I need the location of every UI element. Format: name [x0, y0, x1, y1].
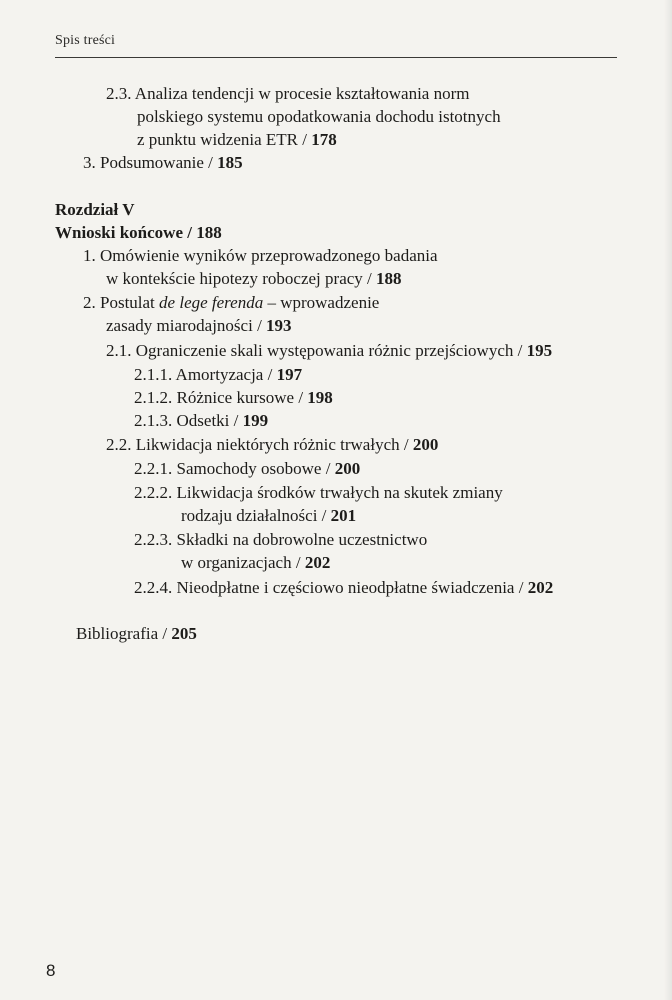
toc-entry-text: – wprowadzenie — [263, 293, 380, 312]
toc-page-number: 202 — [527, 578, 554, 597]
toc-entry-2-1-2 — [134, 387, 333, 409]
toc-entry-text: 2.2.1. Samochody osobowe — [134, 459, 322, 478]
toc-entry-text: 2.1. Ograniczenie skali występowania różnic przejściowych — [106, 341, 514, 360]
toc-separator: / — [298, 130, 312, 149]
toc-separator: / — [294, 388, 308, 407]
toc-entry-text: 2.3. Analiza tendencji w procesie kształtowania norm — [106, 84, 470, 103]
toc-entry-text: 2.2.4. Nieodpłatne i częściowo nieodpłatne świadczenia — [134, 578, 515, 597]
toc-page-number: 201 — [330, 506, 357, 525]
toc-page-number: 198 — [307, 388, 333, 407]
toc-entry-text: zasady miarodajności — [106, 316, 253, 335]
chapter-label — [55, 199, 135, 221]
running-head: Spis treści — [55, 33, 116, 48]
toc-entry-text: Bibliografia — [76, 624, 159, 643]
toc-entry-text: polskiego systemu opodatkowania dochodu istotnych — [137, 107, 501, 126]
toc-page-number: 200 — [334, 459, 361, 478]
toc-entry-text: 2.1.3. Odsetki — [134, 411, 230, 430]
toc-entry-text: 1. Omówienie wyników przeprowadzonego badania — [83, 246, 438, 265]
toc-entry-3 — [83, 152, 243, 174]
toc-entry-2-2-3 — [134, 529, 427, 551]
toc-separator: / — [514, 578, 528, 597]
toc-entry-2-2 — [106, 434, 438, 456]
toc-page-number: 185 — [217, 153, 243, 172]
toc-entry-2-2-4 — [134, 577, 553, 599]
toc-entry-text: 2.2.2. Likwidacja środków trwałych na skutek zmiany — [134, 483, 503, 502]
toc-entry-2 — [83, 292, 379, 314]
toc-entry-text: 2.1.2. Różnice kursowe — [134, 388, 295, 407]
toc-page-number: 202 — [304, 553, 331, 572]
toc-entry-text: 2.2.3. Składki na dobrowolne uczestnictwo — [134, 530, 428, 549]
chapter-label-text: Rozdział V — [55, 200, 135, 219]
toc-entry-text: w organizacjach — [181, 553, 292, 572]
toc-entry-text: rodzaju działalności — [181, 506, 318, 525]
toc-page-number: 193 — [266, 316, 292, 335]
toc-separator: / — [513, 341, 527, 360]
toc-entry-bibliography — [76, 623, 197, 645]
toc-entry-1 — [83, 245, 438, 267]
toc-page-number: 205 — [171, 624, 197, 643]
toc-entry-2-2-1 — [134, 458, 360, 480]
toc-separator: / — [158, 624, 172, 643]
chapter-title-text: Wnioski końcowe — [55, 223, 183, 242]
toc-entry-2-2-2-cont — [181, 505, 356, 527]
toc-entry-italic-text: de lege ferenda — [159, 293, 264, 312]
toc-entry-2-3 — [106, 83, 470, 105]
toc-entry-2-2-3-cont — [181, 552, 330, 574]
toc-entry-2-3-cont2 — [137, 129, 337, 151]
toc-separator: / — [317, 506, 331, 525]
toc-page-number: 188 — [376, 269, 402, 288]
toc-separator: / — [399, 435, 413, 454]
toc-page-number: 197 — [276, 365, 303, 384]
chapter-title — [55, 222, 222, 244]
toc-entry-text: 2.1.1. Amortyzacja — [134, 365, 264, 384]
toc-separator: / — [183, 223, 197, 242]
toc-entry-text: 2.2. Likwidacja niektórych różnic trwałych — [106, 435, 400, 454]
toc-separator: / — [362, 269, 377, 288]
toc-separator: / — [229, 411, 243, 430]
toc-entry-text: 2. Postulat — [83, 293, 160, 312]
toc-separator: / — [263, 365, 277, 384]
toc-entry-1-cont — [106, 268, 402, 290]
toc-entry-text: z punktu widzenia ETR — [137, 130, 298, 149]
toc-separator: / — [252, 316, 267, 335]
toc-entry-2-1-1 — [134, 364, 302, 386]
toc-page-number: 178 — [311, 130, 337, 149]
header-rule — [55, 57, 617, 58]
toc-entry-text: 3. Podsumowanie — [83, 153, 204, 172]
toc-separator: / — [203, 153, 218, 172]
toc-entry-2-2-2 — [134, 482, 503, 504]
toc-entry-2-3-cont — [137, 106, 501, 128]
toc-entry-2-cont — [106, 315, 292, 337]
page-number: 8 — [46, 961, 56, 980]
toc-page-number: 199 — [242, 411, 269, 430]
toc-page-number: 200 — [412, 435, 439, 454]
toc-page-number: 188 — [196, 223, 222, 242]
page-edge-shadow — [664, 0, 672, 1000]
toc-separator: / — [321, 459, 335, 478]
toc-entry-2-1-3 — [134, 410, 268, 432]
toc-page-number: 195 — [526, 341, 553, 360]
toc-separator: / — [291, 553, 305, 572]
toc-entry-2-1 — [106, 340, 552, 362]
toc-entry-text: w kontekście hipotezy roboczej pracy — [106, 269, 363, 288]
